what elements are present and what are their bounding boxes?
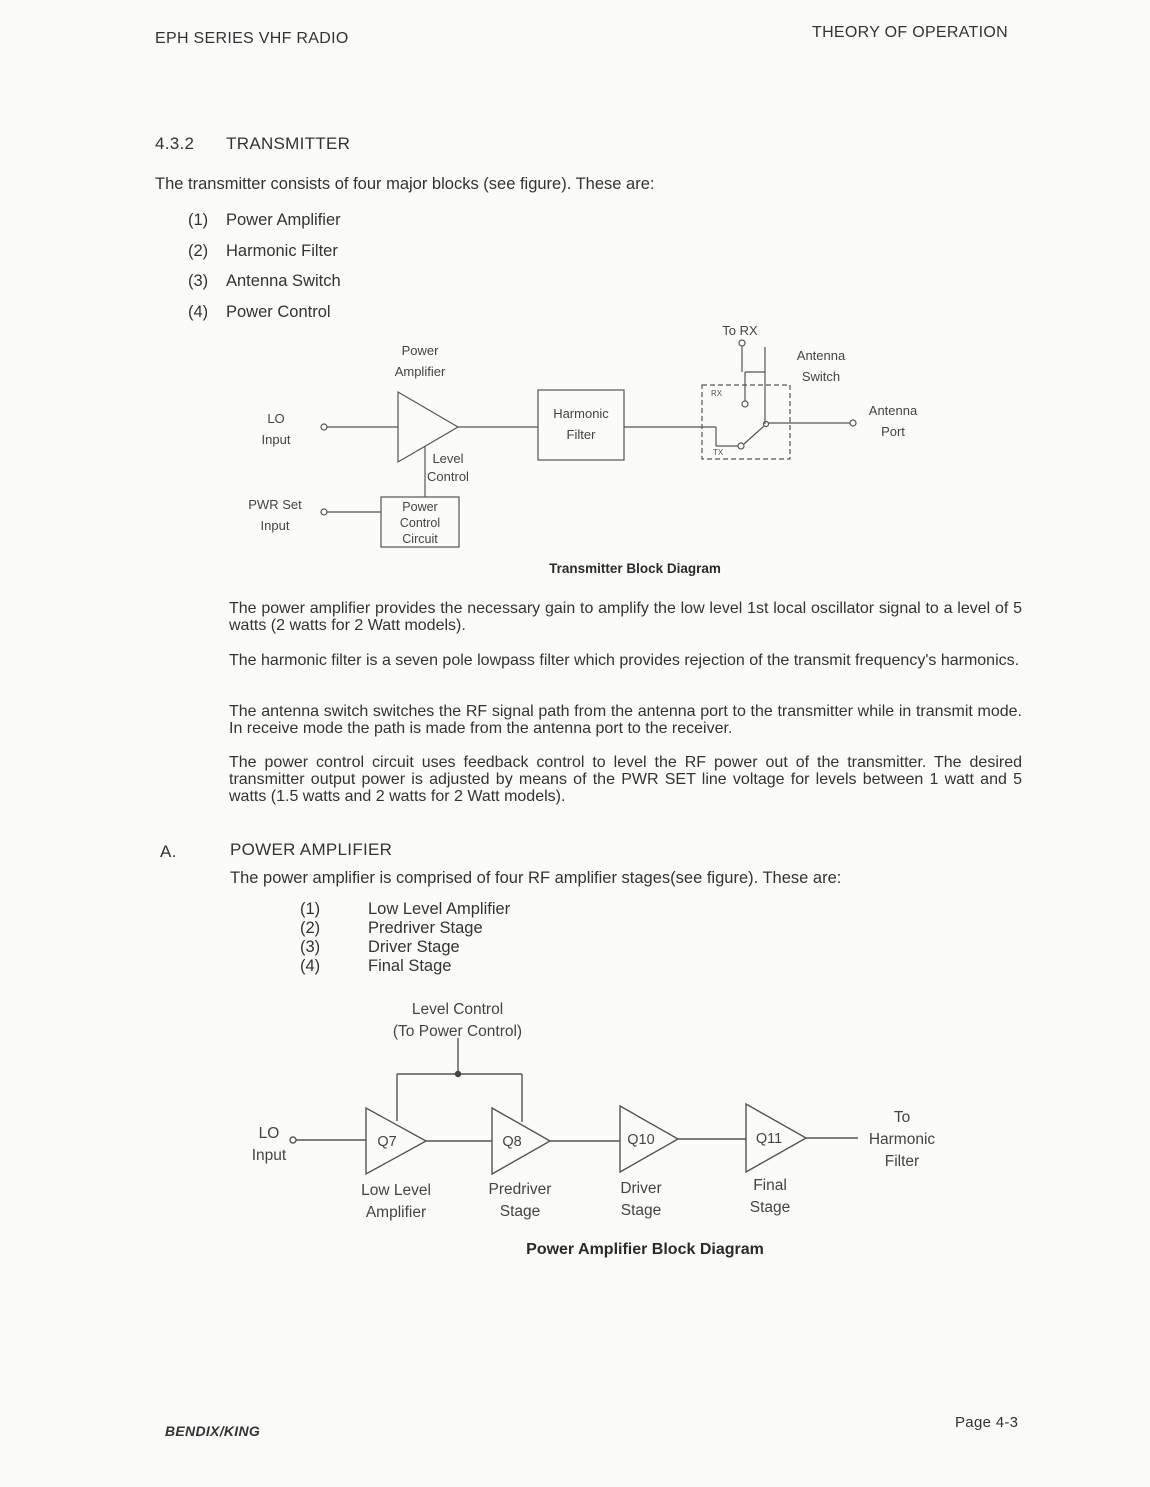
footer-brand: BENDIX/KING bbox=[165, 1423, 261, 1439]
list-item: (2) Harmonic Filter bbox=[188, 241, 338, 260]
antenna-port-terminal bbox=[850, 420, 856, 426]
level-control-label: Level Control bbox=[427, 451, 469, 484]
subsection-title: POWER AMPLIFIER bbox=[230, 840, 393, 859]
harmonic-filter-label: Harmonic Filter bbox=[553, 406, 609, 442]
transmitter-block-diagram bbox=[0, 0, 1150, 600]
stage-label-low-level: Low Level Amplifier bbox=[361, 1182, 431, 1221]
power-amplifier-block-diagram bbox=[0, 990, 1150, 1250]
list-item: (3) Driver Stage bbox=[300, 938, 460, 956]
header-left: EPH SERIES VHF RADIO bbox=[155, 30, 349, 47]
stage-label-driver: Driver Stage bbox=[620, 1180, 662, 1219]
section-number: 4.3.2 bbox=[155, 134, 195, 153]
list-item: (1) Power Amplifier bbox=[188, 211, 341, 229]
switch-blade bbox=[744, 426, 764, 444]
section-title: TRANSMITTER bbox=[226, 134, 351, 153]
switch-pivot bbox=[764, 422, 769, 427]
tx-tag: TX bbox=[713, 448, 724, 457]
antenna-switch-label: Antenna Switch bbox=[796, 348, 846, 384]
list-item: (4) Power Control bbox=[188, 302, 331, 321]
stage-label-final: Final Stage bbox=[749, 1177, 791, 1216]
pwr-set-input-label: PWR Set Input bbox=[248, 497, 302, 533]
paragraph-harmonic-filter: The harmonic filter is a seven pole lowpass filter which provides rejection of the transmit frequency's harmonics. bbox=[229, 652, 1020, 669]
list-item: (1) Low Level Amplifier bbox=[300, 900, 511, 918]
tx-contact bbox=[738, 443, 744, 449]
paragraph-antenna-switch: The antenna switch switches the RF signal path from the antenna port to the transmitter while in transmit mode. In receive mode the path is made from the antenna port to the receiver. bbox=[229, 703, 1022, 737]
q10-label: Q10 bbox=[627, 1132, 655, 1148]
pa-lo-input-label: LO Input bbox=[251, 1125, 287, 1164]
list-item: (3) Antenna Switch bbox=[188, 272, 341, 290]
page-number: Page 4-3 bbox=[955, 1414, 1019, 1431]
stage-label-predriver: Predriver Stage bbox=[488, 1181, 552, 1220]
lo-input-terminal bbox=[321, 424, 327, 430]
pa-diagram-caption: Power Amplifier Block Diagram bbox=[526, 1241, 764, 1258]
to-rx-label: To RX bbox=[722, 323, 758, 338]
paragraph-power-control: The power control circuit uses feedback control to level the RF power out of the transmitter. The desired transmitter output power is adjusted by means of the PWR SET line voltage for levels between 1 watt and 5 watts (1.5 watts and 2 watts for 2 Watt models). bbox=[229, 754, 1022, 805]
subsection-intro: The power amplifier is comprised of four RF amplifier stages(see figure). These are: bbox=[230, 869, 842, 887]
q7-label: Q7 bbox=[377, 1134, 397, 1150]
rx-tag: RX bbox=[711, 389, 723, 398]
power-amplifier-label: Power Amplifier bbox=[394, 343, 446, 379]
header-right: THEORY OF OPERATION bbox=[812, 24, 1008, 41]
to-harmonic-filter-label: To Harmonic Filter bbox=[868, 1109, 936, 1170]
subsection-list bbox=[300, 900, 510, 976]
lo-input-label: LO Input bbox=[261, 411, 291, 447]
section-intro: The transmitter consists of four major blocks (see figure). These are: bbox=[155, 175, 655, 193]
paragraph-power-amplifier: The power amplifier provides the necessary gain to amplify the low level 1st local oscillator signal to a level of 5 watts (2 watts for 2 Watt models). bbox=[229, 600, 1022, 634]
pwr-set-terminal bbox=[321, 509, 327, 515]
rx-contact bbox=[742, 401, 748, 407]
list-item: (4) Final Stage bbox=[300, 957, 452, 975]
pa-level-control-label: Level Control (To Power Control) bbox=[392, 1001, 523, 1040]
q8-label: Q8 bbox=[502, 1134, 522, 1150]
power-control-label: Power Control Circuit bbox=[399, 500, 441, 546]
list-item: (2) Predriver Stage bbox=[300, 919, 483, 937]
transmitter-diagram-caption: Transmitter Block Diagram bbox=[549, 561, 721, 576]
subsection-letter: A. bbox=[160, 842, 177, 861]
antenna-port-label: Antenna Port bbox=[868, 403, 918, 439]
q11-label: Q11 bbox=[755, 1131, 783, 1147]
level-control-junction bbox=[455, 1071, 461, 1077]
